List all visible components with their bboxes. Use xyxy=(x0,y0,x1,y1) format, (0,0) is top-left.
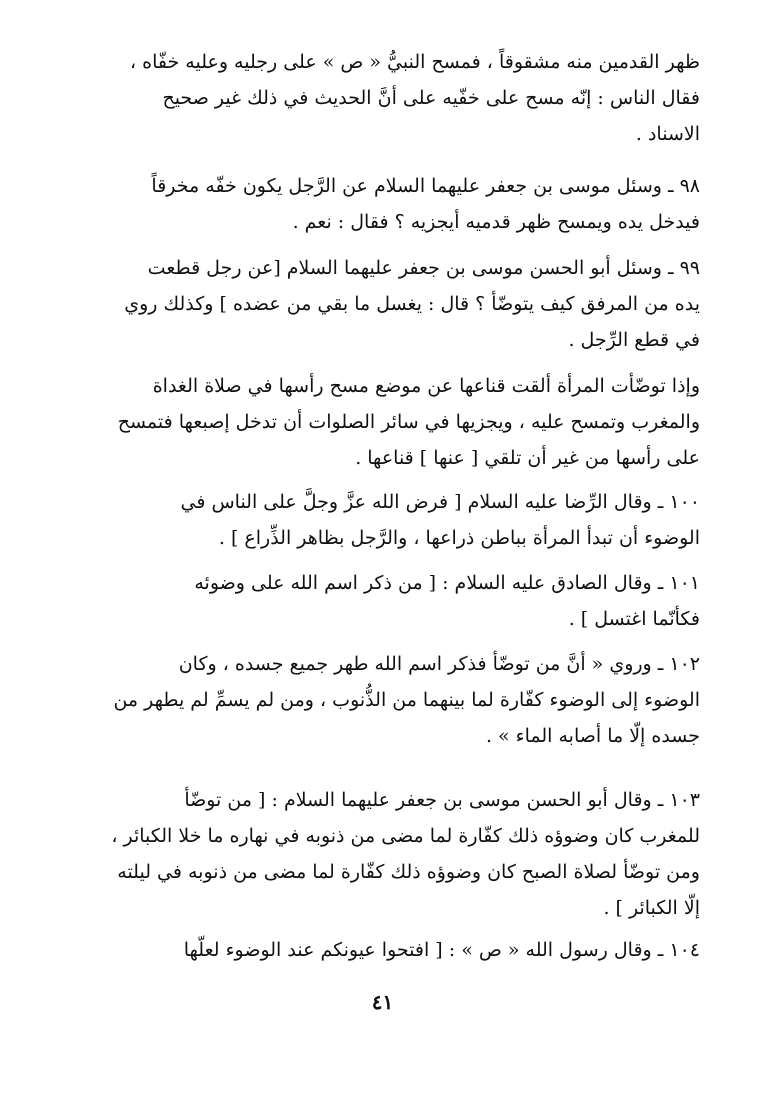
text-line: الوضوء إلى الوضوء كفّارة لما بينهما من الذُّنوب ، ومن لم يسمِّ لم يطهر من xyxy=(113,689,700,711)
text-line: في قطع الرِّجل . xyxy=(568,329,700,351)
text-line: ١٠١ ـ وقال الصادق عليه السلام : [ من ذكر اسم الله على وضوئه xyxy=(194,572,700,594)
text-line: للمغرب كان وضوؤه ذلك كفّارة لما مضى من ذنوبه في نهاره ما خلا الكبائر ، xyxy=(111,825,700,847)
text-line: ومن توضّأ لصلاة الصبح كان وضوؤه ذلك كفّارة لما مضى من ذنوبه في ليلته xyxy=(117,861,700,883)
paragraph-hadith-100 xyxy=(100,484,700,556)
paragraph-1 xyxy=(100,44,700,152)
text-line: الوضوء أن تبدأ المرأة بباطن ذراعها ، والرَّجل بظاهر الذِّراع ] . xyxy=(218,527,700,549)
text-line: ١٠٤ ـ وقال رسول الله « ص » : [ افتحوا عيونكم عند الوضوء لعلّها xyxy=(183,939,700,961)
page-number: ٤١ xyxy=(371,990,394,1014)
text-line: فكأنّما اغتسل ] . xyxy=(568,608,700,630)
text-line: على رأسها من غير أن تلقي [ عنها ] قناعها . xyxy=(355,447,700,469)
text-line: ٩٨ ـ وسئل موسى بن جعفر عليهما السلام عن الرَّجل يكون خفّه مخرقاً xyxy=(151,175,700,197)
text-line: يده من المرفق كيف يتوضّأ ؟ قال : يغسل ما بقي من عضده ] وكذلك روي xyxy=(124,293,700,315)
text-line: الاسناد . xyxy=(635,123,700,145)
text-line: ١٠٢ ـ وروي « أنَّ من توضّأ فذكر اسم الله طهر جميع جسده ، وكان xyxy=(178,653,700,675)
text-line: إلّا الكبائر ] . xyxy=(603,897,700,919)
paragraph-hadith-98 xyxy=(100,168,700,240)
paragraph-hadith-101 xyxy=(100,565,700,637)
text-line: وإذا توضّأت المرأة ألقت قناعها عن موضع مسح رأسها في صلاة الغداة xyxy=(152,375,700,397)
text-line: ١٠٠ ـ وقال الرِّضا عليه السلام [ فرض الله عزَّ وجلَّ على الناس في xyxy=(180,491,700,513)
text-line: ظهر القدمين منه مشقوقاً ، فمسح النبيُّ « ص » على رجليه وعليه خفّاه ، xyxy=(129,51,700,73)
paragraph-hadith-99 xyxy=(100,250,700,358)
paragraph-woman-wudu xyxy=(100,368,700,476)
text-line: ١٠٣ ـ وقال أبو الحسن موسى بن جعفر عليهما السلام : [ من توضّأ xyxy=(184,789,700,811)
text-line: فيدخل يده ويمسح ظهر قدميه أيجزيه ؟ فقال : نعم . xyxy=(292,211,700,233)
text-line: والمغرب وتمسح عليه ، ويجزيها في سائر الصلوات أن تدخل إصبعها فتمسح xyxy=(117,411,700,433)
text-line: جسده إلّا ما أصابه الماء » . xyxy=(485,725,700,747)
paragraph-hadith-102 xyxy=(100,646,700,754)
paragraph-hadith-103 xyxy=(100,782,700,926)
text-line: ٩٩ ـ وسئل أبو الحسن موسى بن جعفر عليهما السلام [عن رجل قطعت xyxy=(147,257,700,279)
paragraph-hadith-104 xyxy=(100,932,700,968)
text-line: فقال الناس : إنّه مسح على خفّيه على أنَّ الحديث في ذلك غير صحيح xyxy=(162,87,700,109)
